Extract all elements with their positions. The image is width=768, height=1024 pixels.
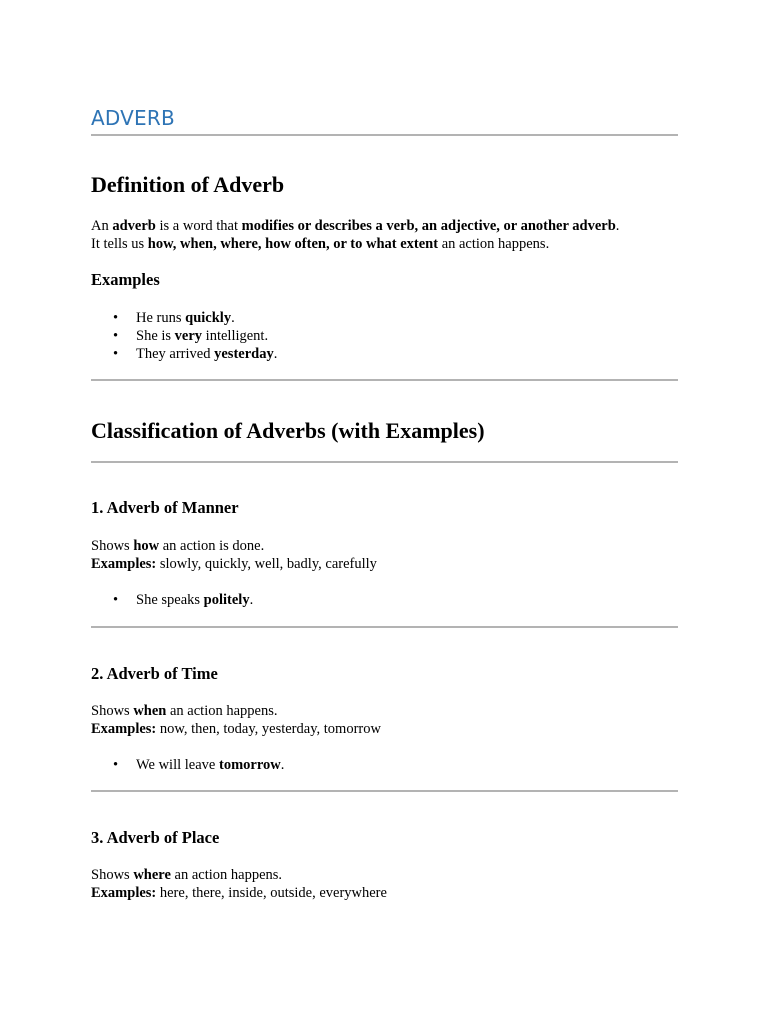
place-description: Shows where an action happens. Examples: here, there, inside, outside, everywhere [91, 867, 387, 901]
definition-heading: Definition of Adverb [91, 172, 285, 197]
text-run: An [91, 218, 113, 234]
list-item: • She speaks politely. [113, 592, 254, 608]
section-divider [91, 626, 678, 628]
definition-examples-list [91, 309, 277, 363]
bullet-icon: • [113, 757, 119, 773]
section-divider [91, 790, 678, 792]
classification-heading: Classification of Adverbs (with Examples) [91, 418, 485, 443]
section-divider [91, 379, 678, 381]
time-heading: 2. Adverb of Time [91, 664, 218, 683]
text-run: an action happens. [438, 236, 550, 252]
list-item: • She is very intelligent. [113, 328, 269, 344]
manner-heading: 1. Adverb of Manner [91, 498, 239, 517]
section-divider [91, 461, 678, 463]
bold-run: how, when, where, how often, or to what extent [147, 236, 439, 252]
text-run: is a word that [155, 218, 242, 234]
bold-run: modifies or describes a verb, an adjective, or another adverb [241, 218, 616, 234]
list-item: • They arrived yesterday. [113, 346, 278, 362]
definition-paragraph [91, 217, 678, 253]
bullet-icon: • [113, 310, 119, 326]
bullet-icon: • [113, 328, 119, 344]
bold-run: adverb [112, 218, 156, 234]
document-title: ADVERB [91, 106, 175, 130]
manner-description: Shows how an action is done. Examples: slowly, quickly, well, badly, carefully [91, 538, 377, 572]
list-item: • He runs quickly. [113, 310, 235, 326]
time-examples-list [91, 756, 284, 774]
bullet-icon: • [113, 592, 119, 608]
title-divider [91, 134, 678, 136]
text-run: . [615, 218, 620, 234]
time-description: Shows when an action happens. Examples: now, then, today, yesterday, tomorrow [91, 703, 381, 737]
bullet-icon: • [113, 346, 119, 362]
examples-heading: Examples [91, 270, 160, 289]
text-run: It tells us [91, 236, 148, 252]
manner-examples-list [91, 591, 253, 609]
place-heading: 3. Adverb of Place [91, 828, 220, 847]
list-item: • We will leave tomorrow. [113, 757, 285, 773]
